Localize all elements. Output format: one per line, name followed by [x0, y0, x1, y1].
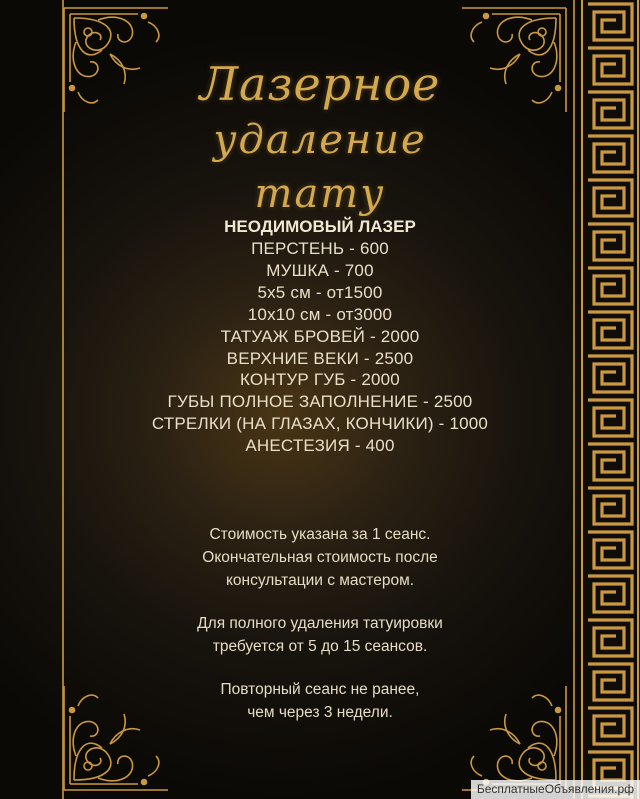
price-item: ГУБЫ ПОЛНОЕ ЗАПОЛНЕНИЕ - 2500	[167, 392, 473, 412]
frame-line-right	[573, 0, 575, 799]
price-item: 10х10 см - от3000	[247, 304, 393, 324]
note-line: Для полного удаления татуировки	[197, 615, 443, 632]
price-item: МУШКА - 700	[266, 260, 374, 280]
price-item: СТРЕЛКИ (НА ГЛАЗАХ, КОНЧИКИ) - 1000	[151, 414, 489, 434]
title-line-1: Лазерное	[199, 57, 441, 111]
price-item: ТАТУАЖ БРОВЕЙ - 2000	[220, 326, 420, 346]
note-line: требуется от 5 до 15 сеансов.	[212, 638, 428, 655]
note-line: чем через 3 недели.	[247, 704, 393, 721]
note-line: Стоимость указана за 1 сеанс.	[209, 526, 431, 543]
page-title	[150, 55, 490, 221]
price-item: КОНТУР ГУБ - 2000	[240, 370, 400, 390]
greek-key-border	[580, 0, 640, 799]
price-item: ПЕРСТЕНЬ - 600	[251, 239, 389, 258]
price-item: 5х5 см - от1500	[257, 282, 383, 302]
watermark: БесплатныеОбъявления.рф	[471, 780, 640, 799]
title-line-2: удаление тату	[213, 117, 427, 217]
price-item: АНЕСТЕЗИЯ - 400	[245, 436, 395, 456]
note-line: консультации с мастером.	[225, 572, 415, 589]
price-list-heading: НЕОДИМОВЫЙ ЛАЗЕР	[224, 217, 416, 236]
price-list	[110, 215, 530, 457]
note-repeat	[120, 678, 520, 724]
note-sessions	[120, 612, 520, 658]
price-item: ВЕРХНИЕ ВЕКИ - 2500	[226, 348, 414, 368]
notes	[120, 523, 520, 744]
note-line: Окончательная стоимость после	[202, 549, 438, 566]
note-line: Повторный сеанс не ранее,	[220, 681, 420, 698]
note-cost	[120, 523, 520, 592]
